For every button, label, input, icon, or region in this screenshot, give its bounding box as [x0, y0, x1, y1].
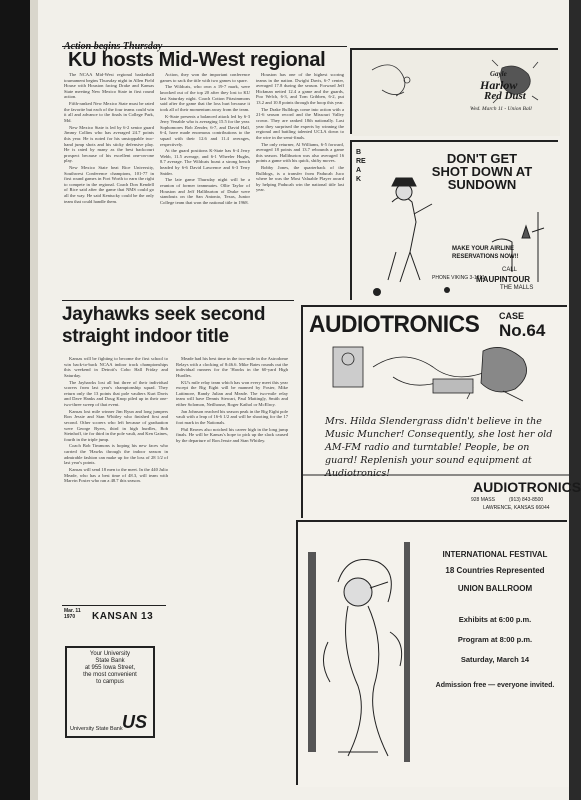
- article1-col1-paragraph: The NCAA Mid-West regional basketball tournament begins Thursday night in Allen Field House with Houston facing Drake and Kansas State meeting New Mexico State in first round action.: [64, 72, 154, 100]
- article1-col3-paragraph: Houston has one of the highest scoring teams in the nation. Dwight Davis, 6-7 center, averaged 17.8 during the season. Forward Jeff Hickman netted 12.4 a game and the guards, Poo Welch, 6-3, and Tom Gribben, 6-2, put 13.2 and 10.8 points through the hoop this year.: [256, 72, 344, 105]
- bank-ad-footer: University State Bank: [70, 726, 123, 732]
- festival-ad: [296, 520, 567, 785]
- article2-headline-line1: Jayhawks seek second: [62, 304, 266, 325]
- audiotronics-city: LAWRENCE, KANSAS 66044: [483, 505, 550, 511]
- festival-exhibits: Exhibits at 6:00 p.m.: [458, 615, 532, 624]
- travel-ad-tagline: RESERVATIONS NOW!!: [452, 254, 519, 260]
- travel-ad-headline-line: DON'T GET: [446, 151, 518, 166]
- bank-ad: [65, 646, 155, 738]
- bank-ad-line: the most convenient: [83, 672, 137, 678]
- article1-column-2: [160, 72, 250, 207]
- article1-col1-paragraph: New Mexico State is led by 6-2 senior guard Jimmy Collins who has averaged 24.7 points this year. He is noted for his unstoppable two-hand jump shots and his sticky defensive play. He is rated by many as the best backcourt prospect because of his excellent one-on-one play.: [64, 124, 154, 164]
- travel-ad-side-text: BREAK: [356, 149, 366, 183]
- travel-ad-agency: MAUPINTOUR: [476, 275, 531, 284]
- festival-date: Saturday, March 14: [460, 655, 530, 664]
- article2-headline: [62, 304, 287, 348]
- article1-col2-paragraph: The Wildcats, who own a 19-7 mark, were knocked out of the top 20 after they lost to KU last Saturday night. Coach Cotton Fitzsimmons said after the game that the loss hurt because it took all of their momentum away from the team.: [160, 84, 250, 112]
- newspaper-page: [38, 0, 581, 800]
- travel-ad-call: CALL: [502, 267, 518, 273]
- bank-ad-line: Your University: [89, 651, 131, 657]
- performer-ad: [350, 48, 558, 134]
- performer-ad-name: Harlow: [480, 78, 518, 92]
- travel-ad-phone: PHONE VIKING 3-1211: [432, 275, 485, 281]
- folio-paper-name: KANSAN 13: [92, 611, 154, 622]
- folio-date-line2: 1970: [64, 613, 76, 620]
- article2-column-1: [64, 356, 168, 485]
- festival-countries: 18 Countries Represented: [445, 566, 545, 575]
- article1-col1-paragraph: New Mexico State beat Rice University, Southwest Conference champions, 101-77 in first round games in Fort Worth to earn the right to compete in the regional. Coach Don Kendell of Rice said after the game that NMS could go all the way. He said Kentucky could be the only team that could handle them.: [64, 165, 154, 204]
- article1-col3-paragraph: The Drake Bulldogs come into action with a 21-6 season record and the Missouri Valley crown. They are ranked 18th nationally. Last year they surprised the experts by winning the regional and battling talented UCLA down to the wire in the semi-finals.: [256, 106, 344, 140]
- article2-column-2: [176, 356, 288, 445]
- article1-col2-paragraph: K-State presents a balanced attack led by 6-3 Jerry Venable who is averaging 15.5 for the year. Sophomores Bob Zender, 6-7, and David Hall, 6-4, have made enormous contributions to the squad with their 12.6 and 11.4 averages, respectively.: [160, 113, 250, 147]
- travel-ad-location: THE MALLS: [500, 285, 534, 291]
- article1-col3-paragraph: Bobby Jones, the quarterback of the Bulldogs, is a transfer from Paducah Juco where he was the Most Valuable Player award by helping Paducah win the national title last year.: [256, 165, 344, 193]
- bank-ad-line: to campus: [96, 679, 124, 685]
- audiotronics-copy: Mrs. Hilda Slendergrass didn't believe in the Music Muncher! Consequently, she lost her old AM-FM radio and turntable! People, be on guard! Replenish your sound equipment at Audiotronics!: [325, 416, 553, 479]
- article2-col2-paragraph: KU's mile relay team which has won every meet this year except the Big Eight will be manned by Foster, Mike Lattimore, Randy Julian and Meade. The two-mile relay team will have Dennis Stewart, Paul Mattingly, Smith and either Solomon, Neilhouse, Roger Kathol or McElroy.: [176, 379, 288, 407]
- audiotronics-footer-brand: AUDIOTRONICS: [473, 479, 581, 495]
- article2-col1-paragraph: Coach Bob Timmons is hoping his new faces who carried the 'Hawks through the indoor season in admirable fashion can make up for the loss of 28 1/2 of last year's points.: [64, 443, 168, 466]
- festival-admission: Admission free — everyone invited.: [435, 682, 555, 689]
- travel-ad-headline-line: SUNDOWN: [447, 177, 517, 192]
- audiotronics-ad: [301, 305, 581, 518]
- scan-page-edge: [30, 0, 38, 800]
- performer-ad-band: Red Dust: [484, 90, 526, 102]
- article2-col2-paragraph: Jan Johnson reached his season peak in the Big Eight pole vault with a leap of 16-6 1/2 and will be shooting for the 17 foot mark in the Nationals.: [176, 408, 288, 425]
- performer-ad-date: Wed. March 11 - Union Ball: [470, 106, 532, 112]
- travel-ad-headline-line: SHOT DOWN AT: [431, 164, 533, 179]
- festival-venue: UNION BALLROOM: [457, 584, 533, 593]
- bank-logo: US: [121, 712, 147, 732]
- article1-col2-paragraph: At the guard positions K-State has 6-4 Jerry Webb, 11.5 average, and 6-1 Wheeler Hughs, 8.7 average. The Wildcats boast a strong bench headed by 6-6 David Lawrence and 6-3 Terry Snider.: [160, 148, 250, 176]
- top-rule: [62, 46, 347, 47]
- audiotronics-case-label: CASE: [499, 311, 525, 321]
- bank-ad-copy: [70, 651, 150, 686]
- article1-column-1: [64, 72, 154, 205]
- article1-column-3: [256, 72, 344, 194]
- article1-col1-paragraph: Fifth-ranked New Mexico State must be rated the favorite but each of the four teams could win it all and advance to the finals in College Park, Md.: [64, 101, 154, 123]
- travel-ad-headline: [412, 152, 552, 191]
- festival-program: Program at 8:00 p.m.: [457, 635, 533, 644]
- article2-col1-paragraph: Kansas will send 18 men to the meet. In the 440 Julio Meade, who has a best time of 48.3, will team with Marvin Foster who ran a 48.7 this season.: [64, 467, 168, 484]
- article2-col1-paragraph: Kansas lost mile winner Jim Ryun and long jumpers Ron Jessie and Stan Whitley who finished first and second. Other scorers who left because of graduation were George Byers, third in high hurdles, Bob Steinhoff, tie for third in the pole vault, and Ken Gaines, fourth in the triple jump.: [64, 408, 168, 442]
- performer-illustration: [352, 50, 560, 136]
- article1-col2-paragraph: The late game Thursday night will be a reunion of former teammates. Ollie Taylor of Houston and Jeff Halliburton of Drake were standouts on the San Antonio, Texas, Junior College team that won the national title in 1968.: [160, 177, 250, 205]
- audiotronics-phone: (913) 843-8500: [509, 497, 544, 503]
- article1-headline: KU hosts Mid-West regional: [68, 49, 326, 71]
- article2-col2-paragraph: Meade had his best time in the two-mile in the Astrodome Relays with a clocking of 8:46.6. Mike Bates rounds out the individual runners for the 'Hawks in the 60-yard High Hurdles.: [176, 356, 288, 378]
- section-rule: [62, 300, 294, 301]
- audiotronics-address: 928 MASS: [471, 497, 495, 503]
- performer-ad-line: Gayle: [490, 70, 507, 78]
- folio-date-line1: Mar. 11: [64, 608, 81, 614]
- bank-ad-line: at 955 Iowa Street,: [84, 665, 136, 671]
- article2-headline-line2: straight indoor title: [62, 326, 229, 347]
- article2-col1-paragraph: Kansas will be fighting to become the first school to win back-to-back NCAA indoor track championships this weekend in Detroit's Cobo Hall Friday and Saturday.: [64, 356, 168, 378]
- festival-title: INTERNATIONAL FESTIVAL: [442, 550, 548, 559]
- audiotronics-case-number: No.64: [499, 321, 546, 340]
- audiotronics-brand: AUDIOTRONICS: [309, 311, 480, 338]
- travel-ad-tagline: MAKE YOUR AIRLINE: [452, 246, 515, 252]
- folio-rule: [62, 605, 166, 606]
- article1-col2-paragraph: Action, they won the important conference games to sack the title with two games to spare.: [160, 72, 250, 83]
- bank-ad-line: State Bank: [95, 658, 125, 664]
- article2-col2-paragraph: Phil Reaves also notched his career high in the long jump finals. He will be Kansas's hope to pick up the slack caused by the departure of Ron Jessie and Stan Whitley.: [176, 426, 288, 443]
- travel-ad: [350, 140, 558, 300]
- article2-col1-paragraph: The Jayhawks lost all but three of their individual scorers from last year's championship squad. They return only the 13 points that pole vaulters Kurt Davis and Dave Hanks and Doug Knop piled up in their one-two-three sweep of that event.: [64, 379, 168, 407]
- folio: [64, 609, 184, 620]
- article1-col3-paragraph: The only returner, Al Williams, 6-5 forward, averaged 18 points and 13.7 rebounds a game this season. Halliburton was also averaged 16 points a game with his quick, shifty moves.: [256, 141, 344, 164]
